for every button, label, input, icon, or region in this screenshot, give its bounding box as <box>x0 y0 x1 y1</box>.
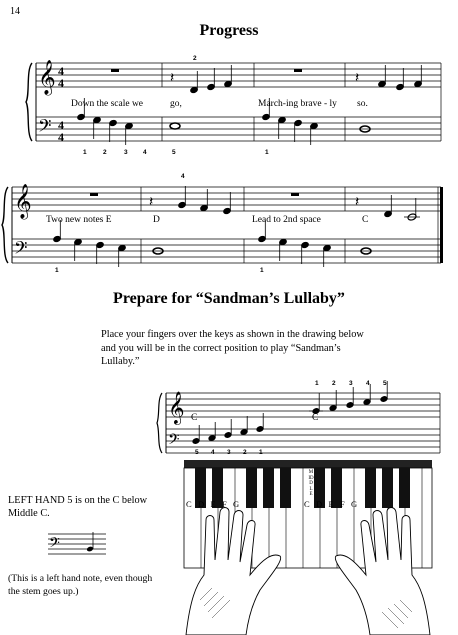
finger-number: 5 <box>383 380 387 387</box>
bass-clef-icon: 𝄢 <box>38 116 52 140</box>
finger-number: 4 <box>181 173 185 180</box>
finger-number: 2 <box>103 149 107 156</box>
bass-clef-icon: 𝄢 <box>49 535 60 555</box>
key-letter: G <box>232 499 246 509</box>
key-letter: C <box>304 499 316 509</box>
finger-number: 1 <box>83 149 87 156</box>
lyric-2c: Lead to 2nd space <box>252 215 321 225</box>
note-label: C <box>312 413 319 423</box>
page-number: 14 <box>10 6 20 17</box>
lyric-1c: March-ing brave - ly <box>258 99 337 109</box>
lyric-2d: C <box>362 215 369 225</box>
finger-number: 1 <box>55 267 59 274</box>
key-letter: E <box>328 499 340 509</box>
key-letter: C <box>186 499 198 509</box>
finger-number: 3 <box>124 149 128 156</box>
svg-text:𝄽: 𝄽 <box>149 194 154 210</box>
key-letter: D <box>197 499 211 509</box>
finger-number: 3 <box>227 449 231 456</box>
svg-text:4: 4 <box>58 64 64 78</box>
key-letter: F <box>221 499 233 509</box>
left-hand-note: LEFT HAND 5 is on the C below Middle C. <box>8 495 148 519</box>
lyric-1b: go, <box>170 99 182 109</box>
treble-clef-icon: 𝄞 <box>38 60 56 95</box>
lyric-2b: D <box>153 215 160 225</box>
finger-number: 2 <box>193 55 197 62</box>
finger-number: 3 <box>349 380 353 387</box>
lyric-2a: Two new notes E <box>46 215 112 225</box>
page-title: Progress <box>199 22 259 39</box>
svg-text:4: 4 <box>58 130 64 144</box>
bass-clef-icon: 𝄢 <box>168 431 180 452</box>
svg-text:4: 4 <box>58 76 64 90</box>
lyric-1a: Down the scale we <box>71 99 144 109</box>
finger-number: 1 <box>265 149 269 156</box>
parenthetical-note: (This is a left hand note, even though the stem goes up.) <box>8 573 153 597</box>
svg-text:𝄽: 𝄽 <box>355 70 360 86</box>
lyric-1d: so. <box>357 99 368 109</box>
middle-c-label: MIDDLE <box>308 470 314 497</box>
finger-number: 1 <box>315 380 319 387</box>
finger-number: 4 <box>143 149 147 156</box>
treble-clef-icon: 𝄞 <box>14 184 32 219</box>
svg-text:𝄽: 𝄽 <box>170 70 175 86</box>
bass-clef-icon: 𝄢 <box>14 238 28 262</box>
finger-number: 1 <box>260 267 264 274</box>
finger-number: 2 <box>243 449 247 456</box>
svg-text:4: 4 <box>58 118 64 132</box>
finger-number: 4 <box>211 449 215 456</box>
key-letter: E <box>210 499 222 509</box>
key-letter: D <box>315 499 329 509</box>
key-letter: G <box>350 499 364 509</box>
instruction-text: Place your fingers over the keys as shown in the drawing below and you will be in the correct position to play “Sandman’s Lullaby.” <box>101 329 364 367</box>
finger-number: 5 <box>195 449 199 456</box>
finger-number: 1 <box>259 449 263 456</box>
finger-number: 5 <box>172 149 176 156</box>
treble-clef-icon: 𝄞 <box>168 391 185 424</box>
section-title: Prepare for “Sandman’s Lullaby” <box>113 290 345 307</box>
svg-text:𝄽: 𝄽 <box>355 194 360 210</box>
finger-number: 4 <box>366 380 370 387</box>
key-letter: F <box>339 499 351 509</box>
note-label: C <box>191 413 198 423</box>
finger-number: 2 <box>332 380 336 387</box>
